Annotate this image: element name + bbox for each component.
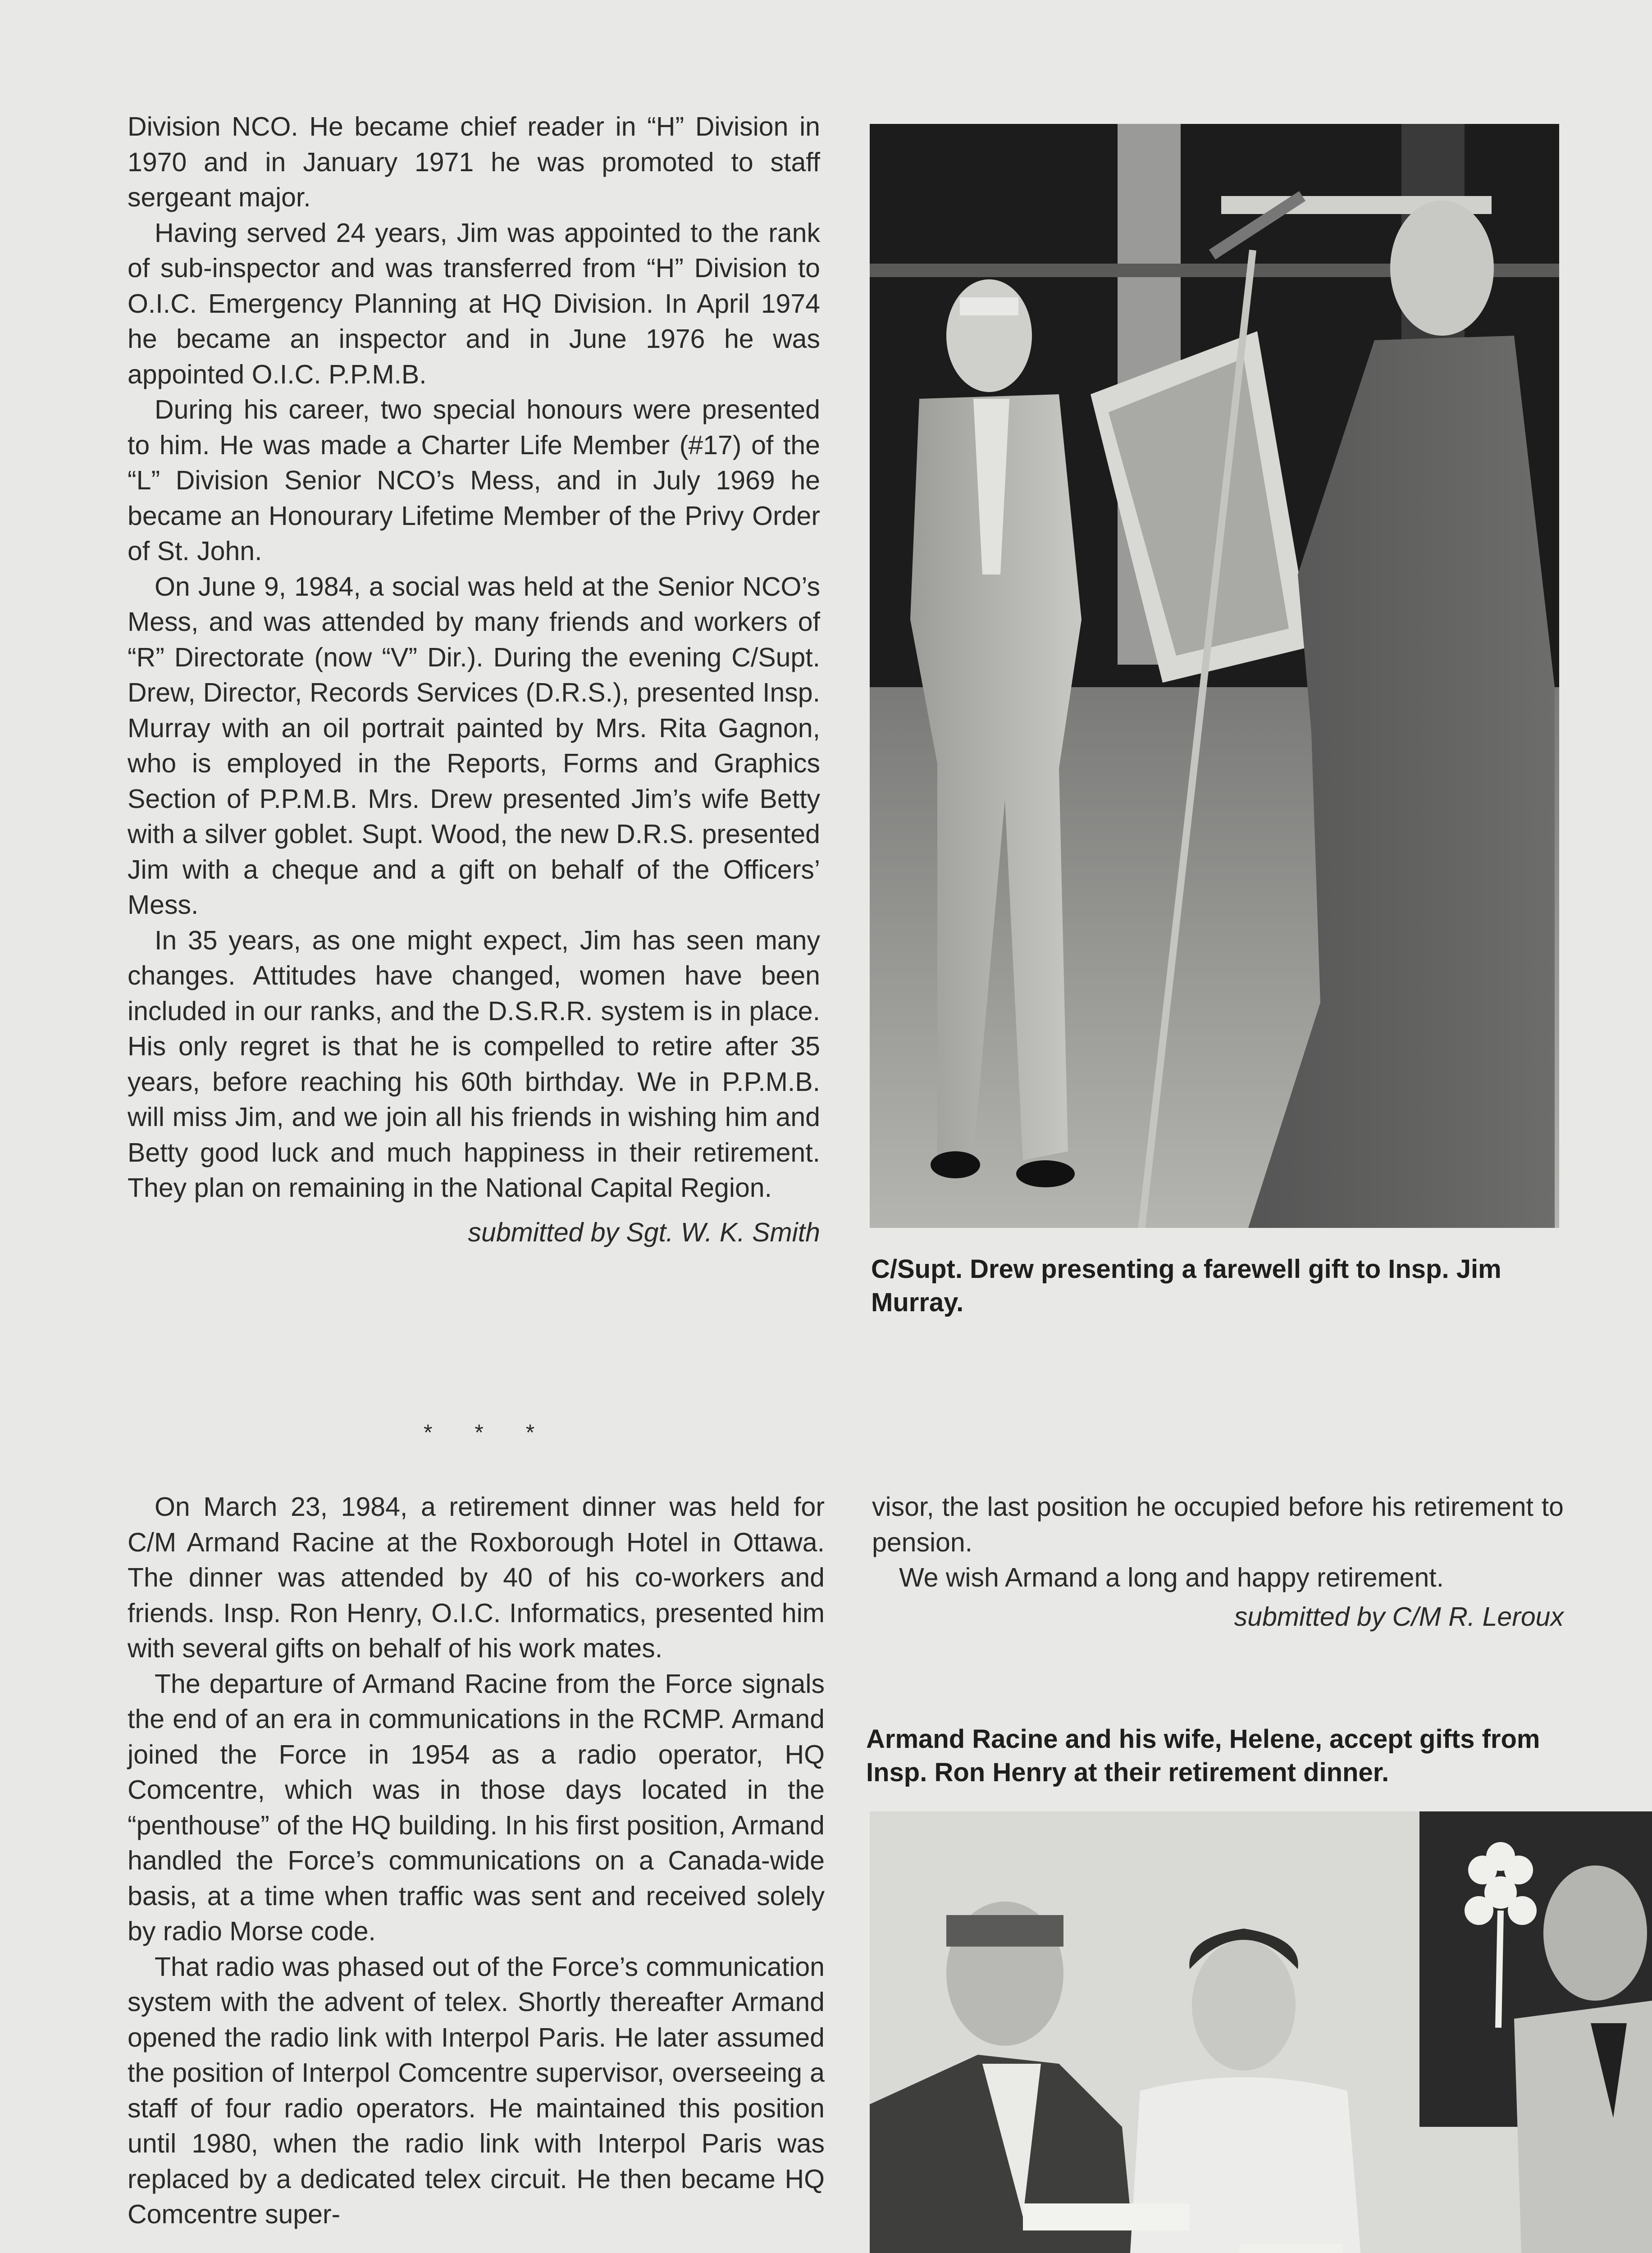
photo-caption-top: C/Supt. Drew presenting a farewell gift to Insp. Jim Murray.: [871, 1254, 1501, 1317]
paragraph: Having served 24 years, Jim was appointed to the rank of sub-inspector and was transferred from “H” Division to O.I.C. Emergency Planning at HQ Division. In April 1974 he became an inspector and in June 1976 he was appointed O.I.C. P.P.M.B.: [128, 218, 820, 389]
paragraph: The departure of Armand Racine from the Force signals the end of an era in communications in the RCMP. Armand joined the Force in 1954 as a radio operator, HQ Comcentre, which was in those days located in the “penthouse” of the HQ building. In his first position, Armand handled the Force’s communications on a Canada-wide basis, at a time when traffic was sent and received solely by radio Morse code.: [128, 1669, 825, 1946]
paragraph: visor, the last position he occupied before his retirement to pension.: [872, 1492, 1564, 1557]
photo-farewell-gift: [870, 124, 1559, 1228]
paragraph: During his career, two special honours were presented to him. He was made a Charter Life Member (#17) of the “L” Division Senior NCO’s Mess, and in July 1969 he became an Honourary Lifetime Member of the Privy Order of St. John.: [128, 395, 820, 566]
paragraph: On March 23, 1984, a retirement dinner was held for C/M Armand Racine at the Roxborough Hotel in Ottawa. The dinner was attended by 40 of his co-workers and friends. Insp. Ron Henry, O.I.C. Informatics, presented him with several gifts on behalf of his work mates.: [128, 1492, 825, 1663]
paragraph: Division NCO. He became chief reader in “H” Division in 1970 and in January 1971 he was promoted to staff sergeant major.: [128, 112, 820, 212]
article-racine: [128, 1489, 825, 2232]
paragraph: We wish Armand a long and happy retirement.: [899, 1563, 1444, 1592]
section-separator: * * *: [424, 1420, 553, 1445]
photo-caption-bottom: Armand Racine and his wife, Helene, accept gifts from Insp. Ron Henry at their retirement dinner.: [866, 1724, 1540, 1787]
photo-farewell-gift-illustration: [870, 124, 1559, 1228]
article-racine-continued: [872, 1489, 1564, 1634]
paragraph: That radio was phased out of the Force’s communication system with the advent of telex. Shortly thereafter Armand opened the radio link with Interpol Paris. He later assumed the position of Interpol Comcentre supervisor, overseeing a staff of four radio operators. He maintained this position until 1980, when the radio link with Interpol Paris was replaced by a dedicated telex circuit. He then became HQ Comcentre super-: [128, 1952, 825, 2229]
paragraph: In 35 years, as one might expect, Jim has seen many changes. Attitudes have changed, women have been included in our ranks, and the D.S.R.R. system is in place. His only regret is that he is compelled to retire after 35 years, before reaching his 60th birthday. We in P.P.M.B. will miss Jim, and we join all his friends in wishing him and Betty good luck and much happiness in their retirement. They plan on remaining in the National Capital Region.: [128, 925, 820, 1203]
photo-retirement-dinner-illustration: [870, 1811, 1652, 2253]
signature: submitted by Sgt. W. K. Smith: [468, 1217, 820, 1247]
signature: submitted by C/M R. Leroux: [1234, 1601, 1564, 1632]
paragraph: On June 9, 1984, a social was held at the Senior NCO’s Mess, and was attended by many friends and workers of “R” Directorate (now “V” Dir.). During the evening C/Supt. Drew, Director, Records Services (D.R.S.), presented Insp. Murray with an oil portrait painted by Mrs. Rita Gagnon, who is employed in the Reports, Forms and Graphics Section of P.P.M.B. Mrs. Drew presented Jim’s wife Betty with a silver goblet. Supt. Wood, the new D.R.S. presented Jim with a cheque and a gift on behalf of the Officers’ Mess.: [128, 571, 820, 920]
article-murray: [128, 109, 820, 1250]
photo-retirement-dinner: [870, 1811, 1652, 2253]
